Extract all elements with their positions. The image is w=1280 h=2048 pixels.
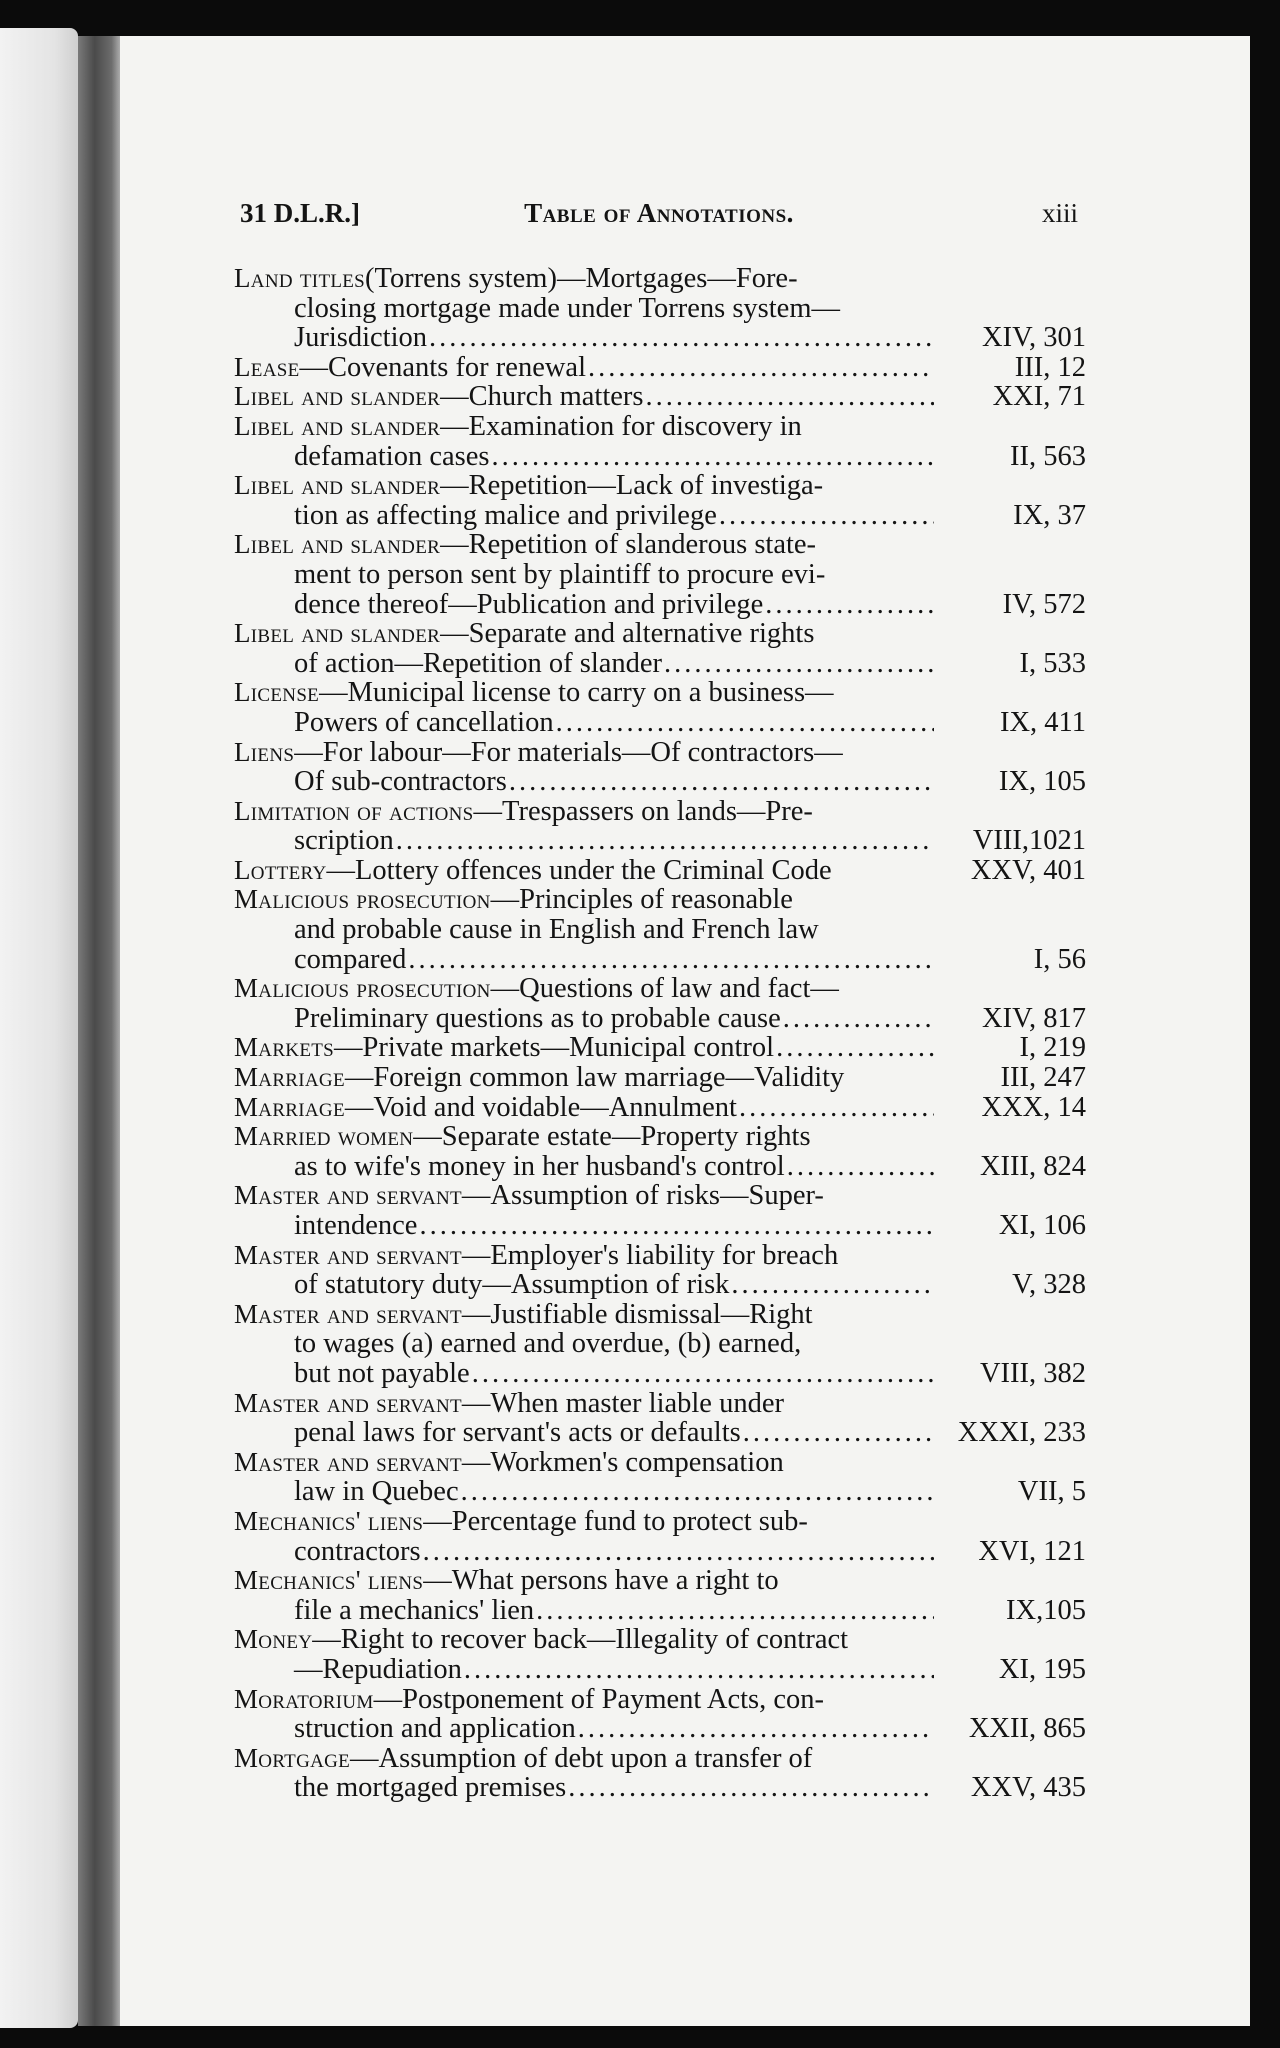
book-gutter bbox=[78, 36, 126, 2026]
annotation-entry bbox=[234, 264, 1086, 353]
leader-dots bbox=[787, 1152, 934, 1182]
entry-line bbox=[234, 471, 934, 501]
entry-line-text: —Assumption of debt upon a transfer of bbox=[350, 1742, 813, 1774]
annotation-entry bbox=[234, 1744, 1086, 1803]
entry-line bbox=[234, 1448, 934, 1478]
entry-line-text: —Void and voidable—Annulment bbox=[344, 1091, 737, 1123]
entry-line-text: the mortgaged premises bbox=[294, 1772, 567, 1804]
entry-heading: Lease bbox=[234, 351, 300, 382]
entry-text bbox=[234, 797, 934, 856]
entry-heading: Mechanics' liens bbox=[234, 1505, 424, 1536]
entry-text bbox=[234, 1507, 934, 1566]
leader-dots bbox=[461, 1477, 934, 1507]
entry-line-text: —Assumption of risks—Super- bbox=[461, 1180, 824, 1212]
entry-heading: Liens bbox=[234, 736, 295, 767]
entry-line bbox=[234, 1566, 934, 1596]
leader-dots bbox=[731, 1270, 934, 1300]
entry-text bbox=[234, 1744, 934, 1803]
entry-line-text: compared bbox=[294, 943, 407, 975]
entry-line-text: to wages (a) earned and overdue, (b) earned, bbox=[294, 1328, 802, 1360]
entry-line bbox=[234, 1300, 934, 1330]
entry-line bbox=[234, 353, 934, 383]
annotation-entry bbox=[234, 1448, 1086, 1507]
annotation-entry bbox=[234, 678, 1086, 737]
entry-heading: Master and servant bbox=[234, 1239, 462, 1270]
entry-text bbox=[234, 1566, 934, 1625]
leader-dots bbox=[578, 1714, 934, 1744]
entry-line bbox=[234, 678, 934, 708]
entry-line-text: contractors bbox=[294, 1535, 421, 1567]
entry-heading: Malicious prosecution bbox=[234, 973, 491, 1004]
leader-dots bbox=[776, 1033, 934, 1063]
entry-line bbox=[234, 767, 934, 797]
entry-line bbox=[234, 649, 934, 679]
annotation-entry bbox=[234, 1507, 1086, 1566]
volume-page-citation: XXXI, 233 bbox=[957, 1417, 1086, 1449]
entry-line-text: and probable cause in English and French law bbox=[294, 914, 819, 946]
entry-line-text: tion as affecting malice and privilege bbox=[294, 499, 717, 531]
entry-line bbox=[234, 1625, 934, 1655]
entry-text bbox=[234, 412, 934, 471]
volume-page-citation: VII, 5 bbox=[1017, 1476, 1086, 1508]
annotation-entry bbox=[234, 1566, 1086, 1625]
entry-heading: Married women bbox=[234, 1121, 414, 1152]
annotation-entry bbox=[234, 1033, 1086, 1063]
entry-line-text: of statutory duty—Assumption of risk bbox=[294, 1269, 730, 1301]
entry-line bbox=[234, 1152, 934, 1182]
entry-line-text: —Right to recover back—Illegality of contract bbox=[312, 1624, 849, 1656]
annotation-entry bbox=[234, 412, 1086, 471]
entry-heading: Malicious prosecution bbox=[234, 884, 491, 915]
entry-line-text: defamation cases bbox=[294, 440, 490, 472]
entry-line bbox=[234, 1270, 934, 1300]
entry-line-text: (Torrens system)—Mortgages—Fore- bbox=[365, 263, 798, 294]
entry-line bbox=[234, 1211, 934, 1241]
volume-page-citation: I, 533 bbox=[1019, 647, 1086, 679]
volume-page-citation: XXII, 865 bbox=[968, 1713, 1086, 1745]
entry-heading: Libel and slander bbox=[234, 618, 441, 649]
entry-line bbox=[234, 294, 934, 324]
leader-dots bbox=[408, 945, 934, 975]
entry-line-text: —Workmen's compensation bbox=[461, 1446, 784, 1478]
entry-line-text: —What persons have a right to bbox=[423, 1565, 779, 1597]
entry-heading: Markets bbox=[234, 1032, 335, 1063]
entry-text bbox=[234, 1093, 934, 1123]
volume-page-citation: XXV, 435 bbox=[970, 1772, 1086, 1804]
entry-line bbox=[234, 1685, 934, 1715]
entry-line-text: —Repudiation bbox=[294, 1653, 462, 1685]
annotation-entry bbox=[234, 856, 1086, 886]
entry-line bbox=[234, 590, 934, 620]
entry-line-text: —Trespassers on lands—Pre- bbox=[473, 795, 813, 827]
entry-text bbox=[234, 264, 934, 353]
entry-line bbox=[234, 1477, 934, 1507]
entry-text bbox=[234, 382, 934, 412]
running-header bbox=[240, 198, 1078, 238]
leader-dots bbox=[783, 1004, 934, 1034]
entry-text bbox=[234, 1685, 934, 1744]
entry-line-text: dence thereof—Publication and privilege bbox=[294, 588, 764, 620]
entry-text bbox=[234, 619, 934, 678]
entry-line-text: —Separate and alternative rights bbox=[440, 618, 815, 650]
entry-line bbox=[234, 1241, 934, 1271]
entry-heading: Master and servant bbox=[234, 1180, 462, 1211]
entry-line-text: —Church matters bbox=[440, 381, 644, 413]
annotation-entry bbox=[234, 885, 1086, 974]
volume-page-citation: V, 328 bbox=[1012, 1269, 1086, 1301]
annotation-list bbox=[234, 264, 1086, 1803]
leader-dots bbox=[509, 767, 934, 797]
annotation-entry bbox=[234, 1685, 1086, 1744]
entry-heading: Libel and slander bbox=[234, 470, 441, 501]
entry-line-text: —Separate estate—Property rights bbox=[413, 1121, 811, 1153]
entry-line bbox=[234, 856, 934, 886]
annotation-entry bbox=[234, 382, 1086, 412]
leader-dots bbox=[423, 1537, 934, 1567]
entry-line bbox=[234, 1418, 934, 1448]
annotation-entry bbox=[234, 1122, 1086, 1181]
entry-line bbox=[234, 1507, 934, 1537]
entry-line-text: —Private markets—Municipal control bbox=[334, 1032, 775, 1064]
leader-dots bbox=[646, 382, 934, 412]
entry-line-text: —When master liable under bbox=[461, 1387, 784, 1419]
entry-line bbox=[234, 264, 934, 294]
entry-text bbox=[234, 1300, 934, 1389]
entry-line-text: —Examination for discovery in bbox=[440, 410, 802, 442]
leader-dots bbox=[472, 1359, 934, 1389]
entry-line bbox=[234, 1773, 934, 1803]
entry-line-text: —Lottery offences under the Criminal Code bbox=[326, 854, 832, 886]
entry-text bbox=[234, 738, 934, 797]
entry-line bbox=[234, 1122, 934, 1152]
entry-text bbox=[234, 1625, 934, 1684]
entry-text bbox=[234, 353, 934, 383]
entry-heading: Moratorium bbox=[234, 1683, 374, 1714]
entry-line-text: law in Quebec bbox=[294, 1476, 459, 1508]
entry-line-text: —Postponement of Payment Acts, con- bbox=[373, 1683, 825, 1715]
entry-line-text: scription bbox=[294, 825, 394, 857]
entry-text bbox=[234, 1241, 934, 1300]
entry-line bbox=[234, 915, 934, 945]
entry-text bbox=[234, 1033, 934, 1063]
entry-line-text: struction and application bbox=[294, 1713, 576, 1745]
entry-heading: License bbox=[234, 677, 320, 708]
entry-text bbox=[234, 1063, 934, 1093]
volume-page-citation: IV, 572 bbox=[1002, 588, 1086, 620]
volume-page-citation: XXV, 401 bbox=[970, 854, 1086, 886]
volume-page-citation: IX, 37 bbox=[1013, 499, 1086, 531]
entry-line bbox=[234, 1537, 934, 1567]
leader-dots bbox=[429, 323, 934, 353]
entry-text bbox=[234, 1448, 934, 1507]
volume-page-citation: XIII, 824 bbox=[979, 1150, 1086, 1182]
leader-dots bbox=[536, 1596, 934, 1626]
entry-line bbox=[234, 1329, 934, 1359]
entry-line bbox=[234, 826, 934, 856]
volume-page-citation: XVI, 121 bbox=[978, 1535, 1086, 1567]
entry-line-text: as to wife's money in her husband's control bbox=[294, 1150, 785, 1182]
entry-line bbox=[234, 1033, 934, 1063]
entry-line-text: closing mortgage made under Torrens system— bbox=[294, 292, 840, 324]
entry-text bbox=[234, 1181, 934, 1240]
entry-heading: Mechanics' liens bbox=[234, 1565, 424, 1596]
annotation-entry bbox=[234, 1389, 1086, 1448]
entry-text bbox=[234, 1389, 934, 1448]
entry-line-text: penal laws for servant's acts or defaults bbox=[294, 1417, 741, 1449]
annotation-entry bbox=[234, 530, 1086, 619]
volume-page-citation: XIV, 301 bbox=[982, 322, 1086, 354]
entry-text bbox=[234, 885, 934, 974]
entry-text bbox=[234, 678, 934, 737]
volume-page-citation: XI, 195 bbox=[998, 1653, 1086, 1685]
entry-line-text: —Principles of reasonable bbox=[490, 884, 793, 916]
entry-heading: Lottery bbox=[234, 854, 327, 885]
volume-page-citation: XXX, 14 bbox=[981, 1091, 1086, 1123]
entry-heading: Master and servant bbox=[234, 1387, 462, 1418]
entry-line bbox=[234, 885, 934, 915]
volume-page-citation: VIII,1021 bbox=[972, 825, 1086, 857]
page-number: xiii bbox=[1041, 198, 1078, 228]
page-title: Table of Annotations. bbox=[524, 198, 794, 228]
entry-text bbox=[234, 530, 934, 619]
entry-line-text: —Repetition of slanderous state- bbox=[440, 529, 817, 561]
annotation-entry bbox=[234, 353, 1086, 383]
entry-line bbox=[234, 442, 934, 472]
leader-dots bbox=[719, 501, 934, 531]
entry-text bbox=[234, 974, 934, 1033]
entry-line-text: —Employer's liability for breach bbox=[461, 1239, 839, 1271]
entry-line-text: ment to person sent by plaintiff to procure evi- bbox=[294, 558, 826, 590]
entry-line-text: Powers of cancellation bbox=[294, 706, 554, 738]
entry-line-text: —For labour—For materials—Of contractors— bbox=[294, 736, 843, 768]
volume-page-citation: VIII, 382 bbox=[979, 1357, 1086, 1389]
entry-line-text: Jurisdiction bbox=[294, 322, 427, 354]
entry-line bbox=[234, 1744, 934, 1774]
entry-heading: Libel and slander bbox=[234, 410, 441, 441]
annotation-entry bbox=[234, 619, 1086, 678]
entry-heading: Master and servant bbox=[234, 1298, 462, 1329]
volume-page-citation: XIV, 817 bbox=[982, 1002, 1086, 1034]
leader-dots bbox=[664, 649, 934, 679]
annotation-entry bbox=[234, 797, 1086, 856]
entry-line bbox=[234, 974, 934, 1004]
entry-line bbox=[234, 560, 934, 590]
entry-line-text: of action—Repetition of slander bbox=[294, 647, 663, 679]
entry-text bbox=[234, 856, 934, 886]
annotation-entry bbox=[234, 1063, 1086, 1093]
entry-heading: Mortgage bbox=[234, 1742, 351, 1773]
entry-line bbox=[234, 1714, 934, 1744]
volume-page-citation: IX, 105 bbox=[998, 766, 1086, 798]
entry-line-text: —Foreign common law marriage—Validity bbox=[344, 1062, 845, 1094]
entry-line bbox=[234, 323, 934, 353]
volume-page-citation: IX, 411 bbox=[999, 706, 1086, 738]
entry-line-text: —Municipal license to carry on a business— bbox=[319, 677, 834, 709]
entry-line bbox=[234, 382, 934, 412]
entry-heading: Land titles bbox=[234, 263, 366, 293]
annotation-entry bbox=[234, 1625, 1086, 1684]
entry-heading: Marriage bbox=[234, 1091, 345, 1122]
volume-page-citation: II, 563 bbox=[1010, 440, 1086, 472]
entry-line bbox=[234, 1359, 934, 1389]
entry-line bbox=[234, 1655, 934, 1685]
entry-line bbox=[234, 501, 934, 531]
leader-dots bbox=[396, 826, 934, 856]
leader-dots bbox=[419, 1211, 934, 1241]
entry-heading: Libel and slander bbox=[234, 381, 441, 412]
entry-line-text: —Percentage fund to protect sub- bbox=[423, 1505, 808, 1537]
volume-page-citation: III, 247 bbox=[1000, 1062, 1086, 1094]
entry-line-text: —Justifiable dismissal—Right bbox=[461, 1298, 813, 1330]
entry-line-text: file a mechanics' lien bbox=[294, 1594, 535, 1626]
entry-heading: Money bbox=[234, 1624, 313, 1655]
leader-dots bbox=[464, 1655, 934, 1685]
leader-dots bbox=[568, 1773, 934, 1803]
volume-page-citation: I, 56 bbox=[1033, 943, 1086, 975]
entry-text bbox=[234, 471, 934, 530]
entry-line bbox=[234, 1063, 934, 1093]
annotation-entry bbox=[234, 471, 1086, 530]
annotation-entry bbox=[234, 1093, 1086, 1123]
entry-line bbox=[234, 708, 934, 738]
entry-line bbox=[234, 619, 934, 649]
volume-page-citation: XXI, 71 bbox=[992, 381, 1086, 413]
entry-line bbox=[234, 412, 934, 442]
volume-reference: 31 D.L.R.] bbox=[240, 198, 360, 228]
entry-heading: Master and servant bbox=[234, 1446, 462, 1477]
leader-dots bbox=[743, 1418, 934, 1448]
leader-dots bbox=[765, 590, 934, 620]
entry-line bbox=[234, 1389, 934, 1419]
entry-heading: Marriage bbox=[234, 1062, 345, 1093]
volume-page-citation: IX,105 bbox=[1006, 1594, 1086, 1626]
entry-line bbox=[234, 530, 934, 560]
entry-line bbox=[234, 797, 934, 827]
entry-line-text: Of sub-contractors bbox=[294, 766, 507, 798]
entry-line-text: but not payable bbox=[294, 1357, 470, 1389]
annotation-entry bbox=[234, 1241, 1086, 1300]
annotation-entry bbox=[234, 974, 1086, 1033]
entry-line bbox=[234, 1596, 934, 1626]
entry-line-text: —Repetition—Lack of investiga- bbox=[440, 470, 824, 502]
entry-line-text: —Questions of law and fact— bbox=[490, 973, 839, 1005]
entry-line bbox=[234, 738, 934, 768]
leader-dots bbox=[588, 353, 934, 383]
annotation-entry bbox=[234, 738, 1086, 797]
volume-page-citation: III, 12 bbox=[1014, 351, 1086, 383]
adjacent-page-edge bbox=[0, 28, 78, 2028]
entry-line-text: —Covenants for renewal bbox=[299, 351, 586, 383]
entry-line bbox=[234, 1181, 934, 1211]
entry-line bbox=[234, 945, 934, 975]
entry-heading: Limitation of actions bbox=[234, 795, 474, 826]
volume-page-citation: I, 219 bbox=[1019, 1032, 1086, 1064]
leader-dots bbox=[739, 1093, 934, 1123]
leader-dots bbox=[556, 708, 934, 738]
leader-dots bbox=[491, 442, 934, 472]
annotation-entry bbox=[234, 1300, 1086, 1389]
entry-line-text: intendence bbox=[294, 1210, 418, 1241]
entry-heading: Libel and slander bbox=[234, 529, 441, 560]
entry-line bbox=[234, 1093, 934, 1123]
entry-text bbox=[234, 1122, 934, 1181]
volume-page-citation: XI, 106 bbox=[998, 1210, 1086, 1241]
entry-line-text: Preliminary questions as to probable cause bbox=[294, 1002, 781, 1034]
entry-line bbox=[234, 1004, 934, 1034]
annotation-entry bbox=[234, 1181, 1086, 1240]
